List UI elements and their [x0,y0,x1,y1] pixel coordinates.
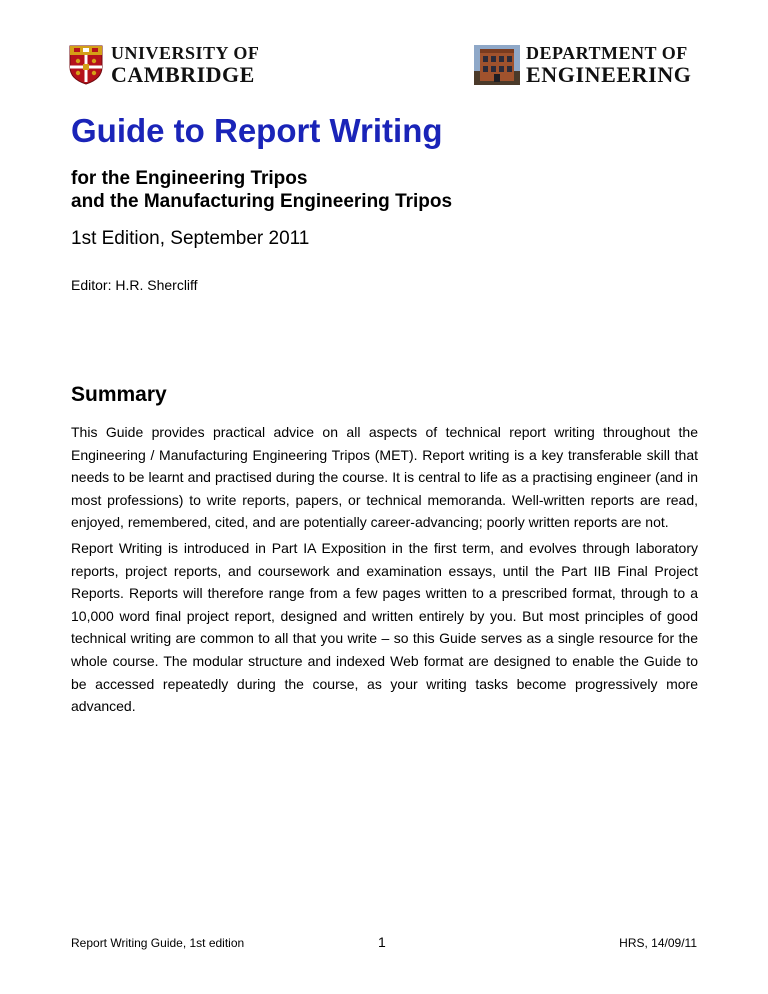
summary-heading: Summary [71,383,167,406]
page-title: Guide to Report Writing [71,112,443,149]
summary-paragraph-2: Report Writing is introduced in Part IA Exposition in the first term, and evolves through laboratory reports, project reports, and coursework and examination essays, until the Part IIB Final Project Reports. Reports will therefore range from a few pages written to a prescribed format, through to a 10,000 word final project report, designed and written entirely by you. But most principles of good technical writing are common to all that you write – so this Guide serves as a single resource for the whole course. The modular structure and indexed Web format are designed to enable the Guide to be accessed repeatedly during the course, as your writing tasks become progressively more advanced. [71,540,698,715]
university-logo-line1: UNIVERSITY OF [111,43,260,63]
footer-document-title: Report Writing Guide, 1st edition [71,936,245,950]
summary-paragraph-1: This Guide provides practical advice on all aspects of technical report writing throughout the Engineering / Manufacturing Engineering Tripos (MET). Report writing is a key transferable skill that needs to be learnt and practised during the course. It is central to life as a practising engineer (and in most professions) to write reports, papers, or technical memoranda. Well-written reports are read, enjoyed, remembered, cited, and are potentially career-advancing; poorly written reports are not. [71,424,698,531]
footer-author-date: HRS, 14/09/11 [619,936,697,950]
subtitle-line2: and the Manufacturing Engineering Tripos [71,191,453,212]
university-logo [69,44,259,86]
subtitle-line1: for the Engineering Tripos [71,168,308,189]
subtitle [71,167,452,213]
department-logo [474,44,692,86]
department-logo-line2: ENGINEERING [526,62,692,87]
editor-text: Editor: H.R. Shercliff [71,277,198,293]
department-logo-line1: DEPARTMENT OF [526,43,688,63]
engineering-building-icon [474,45,520,85]
page-number: 1 [378,934,386,950]
cambridge-shield-icon [69,45,103,85]
edition-text: 1st Edition, September 2011 [71,228,310,249]
university-logo-line2: CAMBRIDGE [111,62,255,87]
